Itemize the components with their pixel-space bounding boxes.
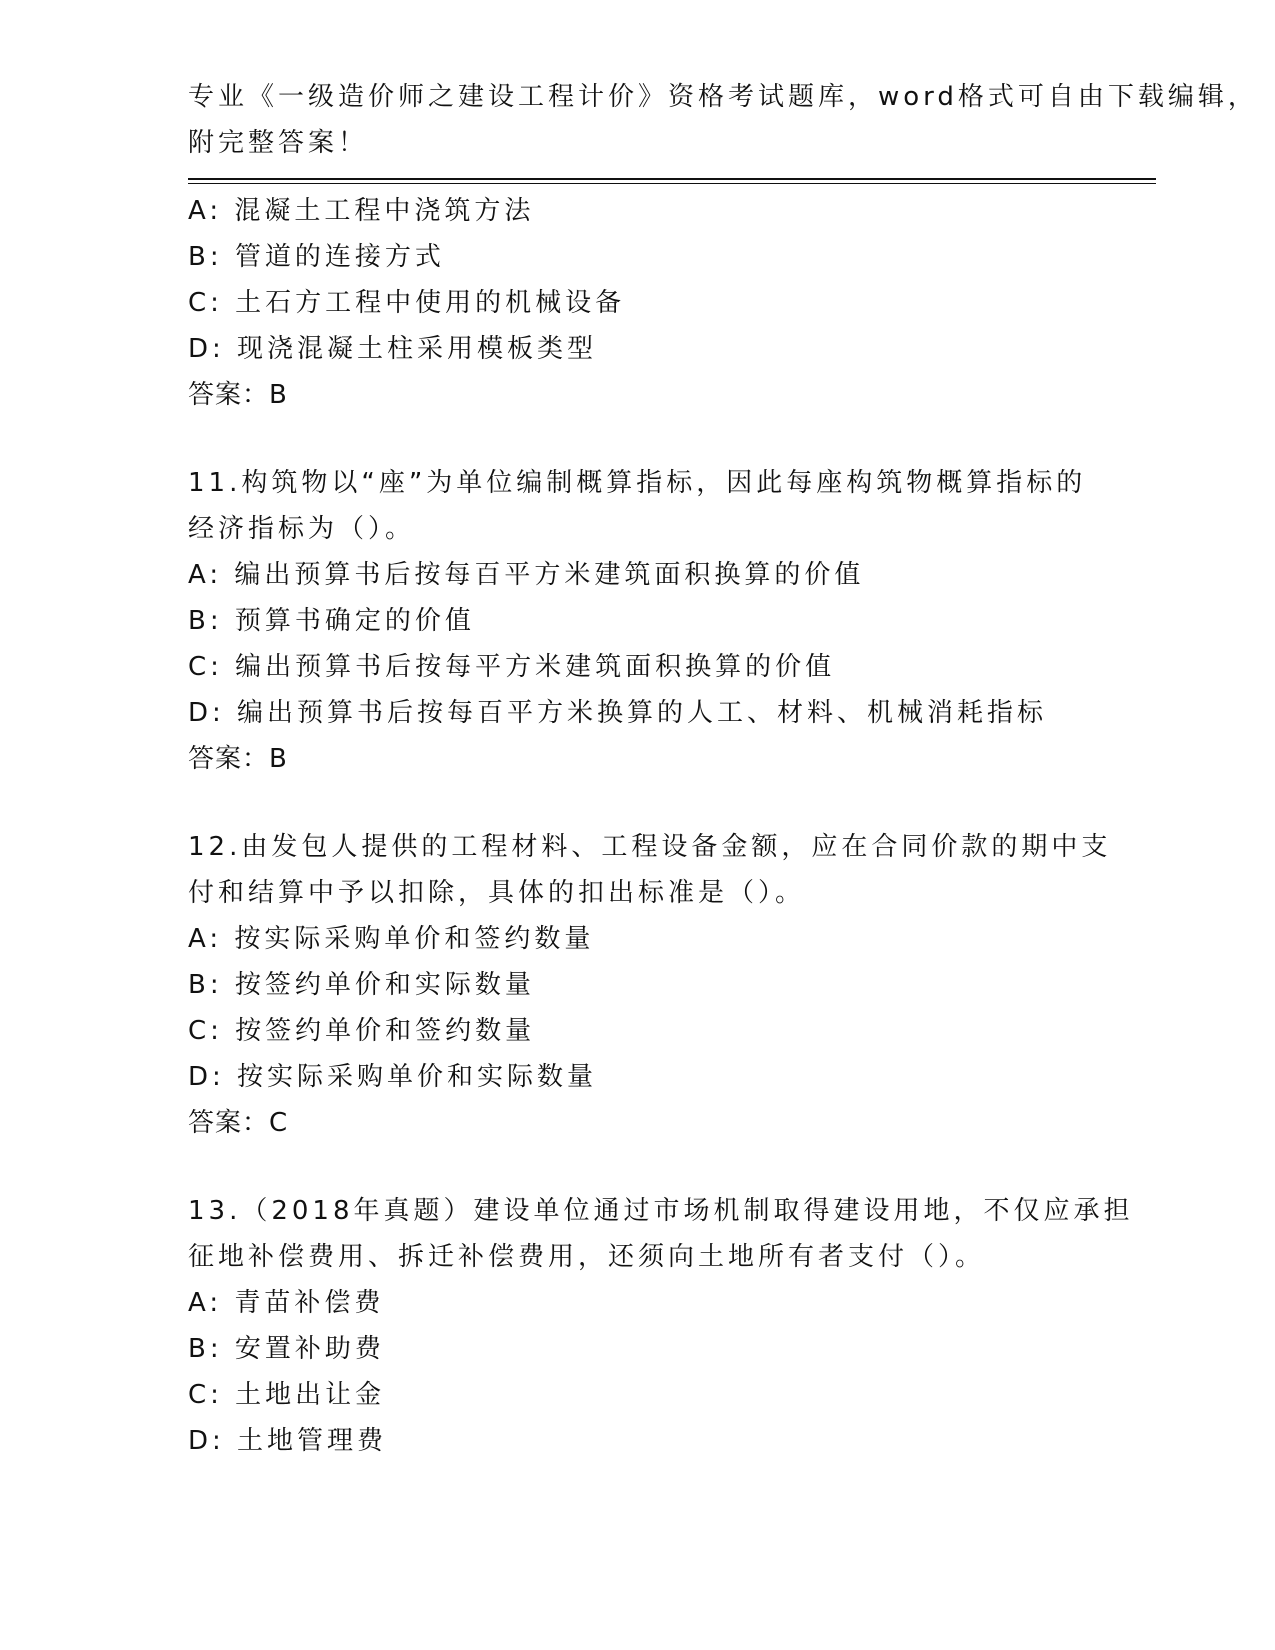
document-header bbox=[188, 74, 1258, 166]
question-spacer bbox=[188, 1146, 1148, 1188]
option-d: D: 按实际采购单价和实际数量 bbox=[188, 1062, 598, 1092]
header-divider-thin bbox=[188, 183, 1156, 184]
option-d: D: 现浇混凝土柱采用模板类型 bbox=[188, 334, 598, 364]
answer-line: 答案：B bbox=[188, 744, 288, 774]
option-d: D: 土地管理费 bbox=[188, 1426, 388, 1456]
header-line-2: 附完整答案！ bbox=[188, 128, 369, 158]
question-stem: 付和结算中予以扣除，具体的扣出标准是（）。 bbox=[188, 878, 806, 908]
option-b: B: 预算书确定的价值 bbox=[188, 606, 475, 636]
option-c: C: 编出预算书后按每平方米建筑面积换算的价值 bbox=[188, 652, 836, 682]
option-c: C: 土地出让金 bbox=[188, 1380, 386, 1410]
question-stem: 13.（2018年真题）建设单位通过市场机制取得建设用地，不仅应承担 bbox=[188, 1196, 1134, 1226]
option-a: A: 按实际采购单价和签约数量 bbox=[188, 924, 595, 954]
question-spacer bbox=[188, 782, 1148, 824]
option-d: D: 编出预算书后按每百平方米换算的人工、材料、机械消耗指标 bbox=[188, 698, 1048, 728]
header-line-1: 专业《一级造价师之建设工程计价》资格考试题库，word格式可自由下载编辑， bbox=[188, 82, 1258, 112]
option-a: A: 混凝土工程中浇筑方法 bbox=[188, 196, 535, 226]
question-spacer bbox=[188, 418, 1148, 460]
question-stem: 征地补偿费用、拆迁补偿费用，还须向土地所有者支付（）。 bbox=[188, 1242, 986, 1272]
question-11 bbox=[188, 460, 1148, 782]
option-c: C: 按签约单价和签约数量 bbox=[188, 1016, 536, 1046]
option-b: B: 按签约单价和实际数量 bbox=[188, 970, 535, 1000]
question-stem: 经济指标为（）。 bbox=[188, 514, 416, 544]
answer-line: 答案：B bbox=[188, 380, 288, 410]
option-a: A: 青苗补偿费 bbox=[188, 1288, 385, 1318]
option-b: B: 安置补助费 bbox=[188, 1334, 385, 1364]
question-stem: 12.由发包人提供的工程材料、工程设备金额，应在合同价款的期中支 bbox=[188, 832, 1112, 862]
answer-line: 答案：C bbox=[188, 1108, 289, 1138]
question-list bbox=[188, 188, 1148, 1464]
question-13 bbox=[188, 1188, 1148, 1464]
header-divider-thick bbox=[188, 178, 1156, 180]
option-c: C: 土石方工程中使用的机械设备 bbox=[188, 288, 626, 318]
question-12 bbox=[188, 824, 1148, 1146]
option-a: A: 编出预算书后按每百平方米建筑面积换算的价值 bbox=[188, 560, 865, 590]
question-10 bbox=[188, 188, 1148, 418]
option-b: B: 管道的连接方式 bbox=[188, 242, 445, 272]
question-stem: 11.构筑物以“座”为单位编制概算指标，因此每座构筑物概算指标的 bbox=[188, 468, 1087, 498]
